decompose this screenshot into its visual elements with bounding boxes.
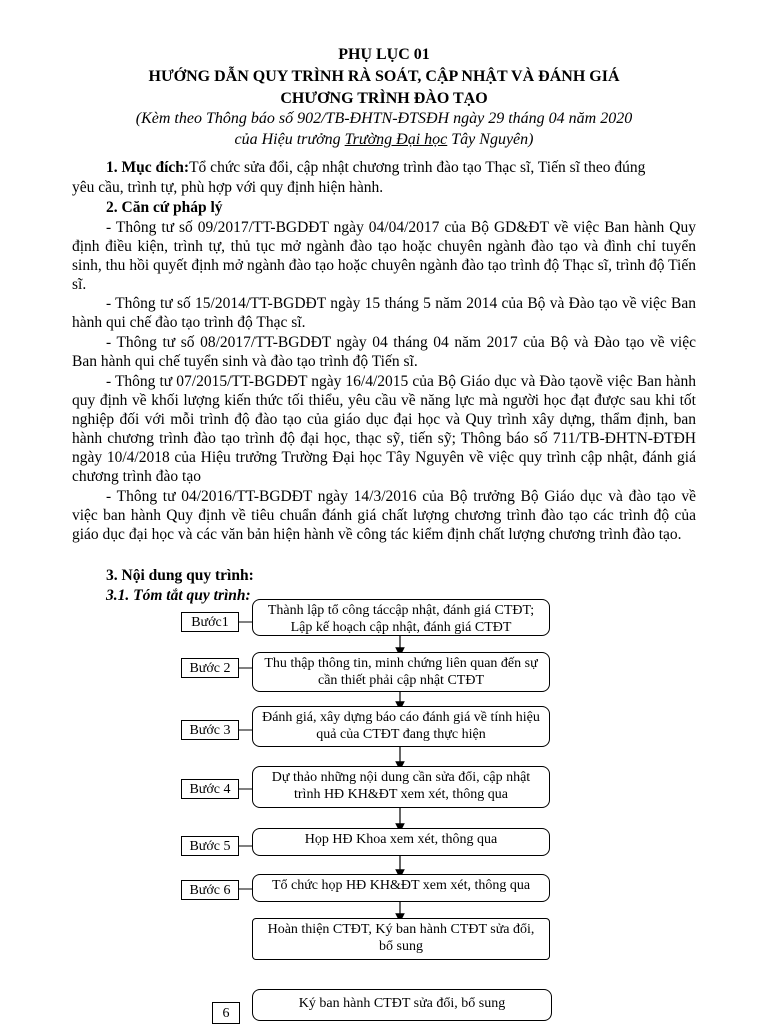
document-title-line1: HƯỚNG DẪN QUY TRÌNH RÀ SOÁT, CẬP NHẬT VÀ ĐÁNH GIÁ (148, 68, 620, 85)
step-label-6: Bước 6 (181, 880, 239, 900)
step-label-4: Bước 4 (181, 779, 239, 799)
section1-heading: 1. Mục đích: (106, 159, 190, 176)
step-label-2: Bước 2 (181, 658, 239, 678)
note-underlined: Trường Đại học (344, 131, 448, 148)
legal-item-1: - Thông tư số 09/2017/TT-BGDĐT ngày 04/04/2017 của Bộ GD&ĐT về việc Ban hành Quy định điều kiện, trình tự, thủ tục mở ngành đào tạo hoặc chuyên ngành đào tạo và đình chỉ tuyển sinh, thu hồi quyết định mở ngành đào tạo hoặc chuyên ngành đào tạo trình độ Thạc sĩ, trình độ Tiến sĩ. (72, 219, 696, 293)
step-box-5: Họp HĐ Khoa xem xét, thông qua (252, 828, 550, 856)
step-label-1: Bước1 (181, 612, 239, 632)
appendix-title: PHỤ LỤC 01 (338, 46, 430, 63)
legal-item-3: - Thông tư số 08/2017/TT-BGDĐT ngày 04 tháng 04 năm 2017 của Bộ và Đào tạo về việc Ban hành qui chế tuyển sinh và đào tạo trình độ Tiến sĩ. (72, 334, 696, 370)
step-box-3: Đánh giá, xây dựng báo cáo đánh giá về tính hiệu quả của CTĐT đang thực hiện (252, 706, 550, 747)
step-box-6: Tổ chức họp HĐ KH&ĐT xem xét, thông qua (252, 874, 550, 902)
section2-heading: 2. Căn cứ pháp lý (106, 199, 223, 216)
step-box-7: Hoàn thiện CTĐT, Ký ban hành CTĐT sửa đổi, bổ sung (252, 918, 550, 960)
section3-subheading: 3.1. Tóm tắt quy trình: (106, 587, 251, 604)
note-suffix: Tây Nguyên) (447, 131, 534, 148)
section3-heading: 3. Nội dung quy trình: (106, 567, 254, 584)
step-box-4-overflow: trình HĐ KH&ĐT xem xét, thông qua (294, 787, 508, 802)
step-box-4-text: Dự thảo những nội dung cần sửa đổi, cập nhật (271, 770, 531, 785)
bottom-step-label: 6 (212, 1002, 240, 1024)
legal-item-5: - Thông tư 04/2016/TT-BGDĐT ngày 14/3/2016 của Bộ trưởng Bộ Giáo dục và đào tạo về việc ban hành Quy định về tiêu chuẩn đánh giá chất lượng chương trình đào tạo các trình độ của giáo dục đại học và các văn bản hiện hành về công tác kiểm định chất lượng chương trình đào tạo. (72, 488, 696, 543)
section1-line2: yêu cầu, trình tự, phù hợp với quy định hiện hành. (72, 179, 384, 196)
step-box-4 (252, 766, 550, 808)
document-note-line1: (Kèm theo Thông báo số 902/TB-ĐHTN-ĐTSĐH ngày 29 tháng 04 năm 2020 (135, 110, 633, 127)
legal-item-4: - Thông tư 07/2015/TT-BGDĐT ngày 16/4/2015 của Bộ Giáo dục và Đào tạovề việc Ban hành quy định về khối lượng kiến thức tối thiểu, yêu cầu về năng lực mà người học đạt được sau khi tốt nghiệp đối với mỗi trình độ đào tạo của giáo dục đại học và Quy trình xây dựng, thẩm định, ban hành chương trình đào tạo trình độ đại học, thạc sỹ, tiến sỹ; Thông báo số 711/TB-ĐHTN-ĐTĐH ngày 10/4/2018 của Hiệu trưởng Trường Đại học Tây Nguyên về việc quy trình cập nhật, đánh giá chương trình đào tạo (72, 373, 696, 485)
note-prefix: của Hiệu trưởng (234, 131, 345, 148)
section1-text: Tổ chức sửa đổi, cập nhật chương trình đào tạo Thạc sĩ, Tiến sĩ theo đúng (189, 159, 646, 176)
step-label-3: Bước 3 (181, 720, 239, 740)
legal-item-2: - Thông tư số 15/2014/TT-BGDĐT ngày 15 tháng 5 năm 2014 của Bộ và Đào tạo về việc Ban hành qui chế đào tạo trình độ Thạc sĩ. (72, 295, 696, 331)
document-title-line2: CHƯƠNG TRÌNH ĐÀO TẠO (280, 90, 488, 107)
step-box-1: Thành lập tổ công táccập nhật, đánh giá CTĐT; Lập kế hoạch cập nhật, đánh giá CTĐT (252, 599, 550, 636)
step-box-2: Thu thập thông tin, minh chứng liên quan đến sự cần thiết phải cập nhật CTĐT (252, 652, 550, 692)
step-label-5: Bước 5 (181, 836, 239, 856)
bottom-step-box: Ký ban hành CTĐT sửa đổi, bổ sung (252, 989, 552, 1021)
